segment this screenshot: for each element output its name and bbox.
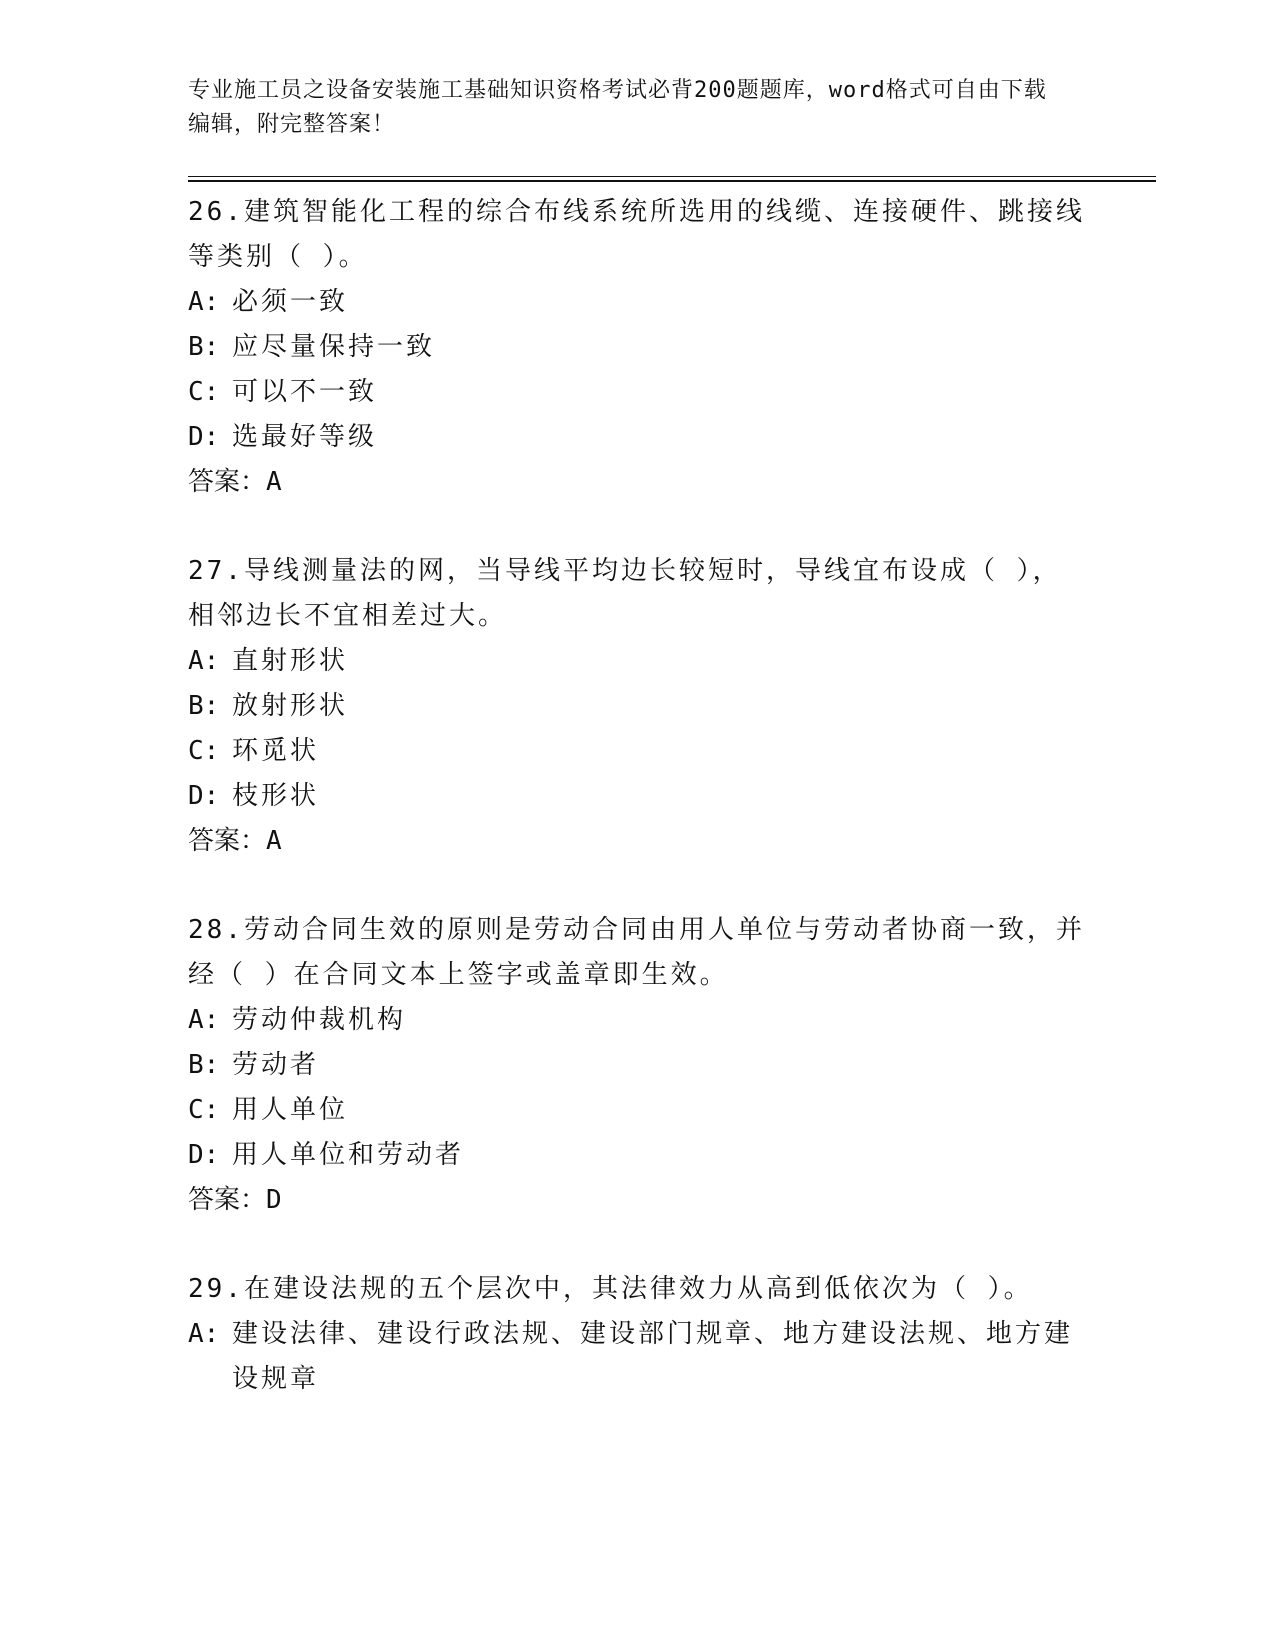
document-header: 专业施工员之设备安装施工基础知识资格考试必背200题题库，word格式可自由下载编辑，附完整答案！ bbox=[188, 78, 1047, 137]
option-a bbox=[188, 280, 1088, 325]
answer-label: 答案： bbox=[188, 467, 267, 497]
option-b bbox=[188, 684, 1088, 729]
option-letter: C: bbox=[188, 1095, 220, 1125]
option-text: 劳动者 bbox=[232, 1050, 320, 1080]
option-text: 枝形状 bbox=[232, 781, 320, 811]
answer-line bbox=[188, 1178, 1088, 1223]
option-c bbox=[188, 729, 1088, 774]
option-a bbox=[188, 639, 1088, 684]
answer-value: A bbox=[266, 826, 282, 856]
option-letter: A: bbox=[188, 646, 220, 676]
answer-value: A bbox=[266, 467, 282, 497]
option-d bbox=[188, 1133, 1088, 1178]
option-c bbox=[188, 370, 1088, 415]
answer-line bbox=[188, 460, 1088, 505]
answer-label: 答案： bbox=[188, 1185, 267, 1215]
answer-line bbox=[188, 819, 1088, 864]
option-c bbox=[188, 1088, 1088, 1133]
answer-label: 答案： bbox=[188, 826, 267, 856]
option-text: 放射形状 bbox=[232, 691, 349, 721]
option-letter: B: bbox=[188, 332, 220, 362]
question-text: 27.导线测量法的网，当导线平均边长较短时，导线宜布设成（ ），相邻边长不宜相差过大。 bbox=[188, 556, 1062, 631]
header-rule-thin bbox=[188, 176, 1156, 177]
option-letter: A: bbox=[188, 287, 220, 317]
option-text: 选最好等级 bbox=[232, 422, 378, 452]
option-text: 可以不一致 bbox=[232, 377, 378, 407]
question-text: 29.在建设法规的五个层次中，其法律效力从高到低依次为（ ）。 bbox=[188, 1274, 1033, 1304]
header-rule-thick bbox=[188, 180, 1156, 182]
option-letter: B: bbox=[188, 691, 220, 721]
question-text: 26.建筑智能化工程的综合布线系统所选用的线缆、连接硬件、跳接线等类别（ ）。 bbox=[188, 197, 1085, 272]
question-27 bbox=[188, 549, 1088, 864]
option-letter: B: bbox=[188, 1050, 220, 1080]
option-letter: D: bbox=[188, 781, 220, 811]
option-letter: D: bbox=[188, 1140, 220, 1170]
option-letter: D: bbox=[188, 422, 220, 452]
question-text: 28.劳动合同生效的原则是劳动合同由用人单位与劳动者协商一致，并经（ ）在合同文本上签字或盖章即生效。 bbox=[188, 915, 1085, 990]
option-letter: C: bbox=[188, 377, 220, 407]
option-letter: C: bbox=[188, 736, 220, 766]
option-text: 劳动仲裁机构 bbox=[232, 1005, 407, 1035]
option-text: 必须一致 bbox=[232, 287, 349, 317]
option-d bbox=[188, 415, 1088, 460]
option-text: 应尽量保持一致 bbox=[232, 332, 436, 362]
answer-value: D bbox=[266, 1185, 282, 1215]
option-text: 直射形状 bbox=[232, 646, 349, 676]
question-28 bbox=[188, 908, 1088, 1223]
option-d bbox=[188, 774, 1088, 819]
option-a bbox=[188, 998, 1088, 1043]
question-26 bbox=[188, 190, 1088, 505]
option-text: 用人单位 bbox=[232, 1095, 349, 1125]
option-text: 建设法律、建设行政法规、建设部门规章、地方建设法规、地方建设规章 bbox=[232, 1319, 1074, 1394]
option-b bbox=[188, 325, 1088, 370]
option-text: 用人单位和劳动者 bbox=[232, 1140, 465, 1170]
option-b bbox=[188, 1043, 1088, 1088]
option-letter: A: bbox=[188, 1319, 220, 1349]
question-list bbox=[188, 190, 1088, 1446]
option-letter: A: bbox=[188, 1005, 220, 1035]
option-a bbox=[188, 1312, 1088, 1402]
question-29 bbox=[188, 1267, 1088, 1402]
option-text: 环觅状 bbox=[232, 736, 320, 766]
